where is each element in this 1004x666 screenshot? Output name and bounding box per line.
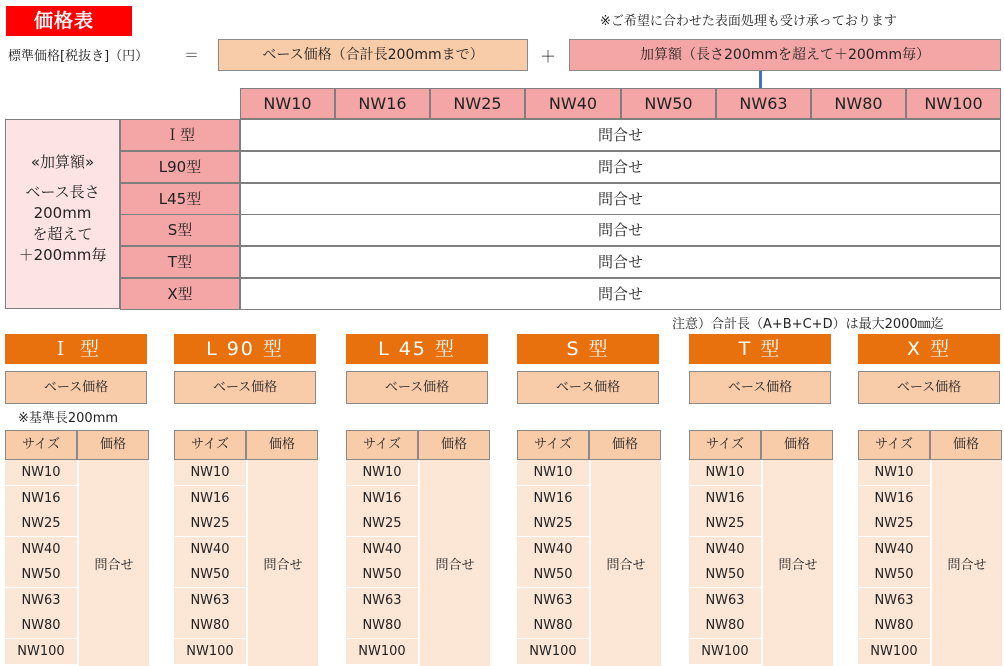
- size-cell: NW40: [5, 537, 77, 563]
- size-header-cell: NW25: [430, 88, 525, 119]
- type-label-cell: S型: [120, 214, 240, 246]
- block-title: T 型: [689, 334, 831, 364]
- size-cell: NW100: [517, 639, 589, 665]
- size-cell: NW63: [5, 588, 77, 614]
- size-cell: NW100: [858, 639, 930, 665]
- page-title: 価格表: [6, 6, 132, 36]
- addition-label-line: ベース長さ: [25, 183, 100, 201]
- addition-price-box: 加算額（長さ200mmを超えて＋200mm毎）: [569, 39, 1001, 71]
- price-cell: 問合せ: [589, 460, 661, 666]
- block-base-price: ベース価格: [5, 371, 147, 404]
- price-column-header: 価格: [761, 430, 833, 460]
- size-cell: NW10: [858, 460, 930, 486]
- type-label-cell: L90型: [120, 151, 240, 183]
- size-cell: NW100: [346, 639, 418, 665]
- price-cell: 問合せ: [246, 460, 318, 666]
- inquiry-cell: 問合せ: [240, 151, 1001, 183]
- size-cell: NW16: [517, 486, 589, 512]
- size-cell: NW16: [858, 486, 930, 512]
- price-column-header: 価格: [930, 430, 1002, 460]
- block-base-price: ベース価格: [174, 371, 316, 404]
- price-cell: 問合せ: [77, 460, 149, 666]
- block-title: L 90 型: [174, 334, 316, 364]
- equals-sign: ＝: [184, 46, 200, 64]
- connector-line: [759, 71, 762, 88]
- size-header-cell: NW100: [906, 88, 1001, 119]
- size-column-header: サイズ: [5, 430, 77, 460]
- size-cell: NW10: [174, 460, 246, 486]
- addition-label-line: を超えて: [32, 225, 93, 243]
- addition-label-line: 200mm: [33, 204, 92, 222]
- size-cell: NW40: [689, 537, 761, 563]
- addition-label-line: «加算額»: [30, 153, 95, 171]
- surface-treatment-note: ※ご希望に合わせた表面処理も受け承っております: [600, 14, 897, 29]
- size-cell: NW100: [174, 639, 246, 665]
- size-cell: NW10: [5, 460, 77, 486]
- size-cell: NW10: [517, 460, 589, 486]
- inquiry-cell: 問合せ: [240, 246, 1001, 278]
- block-base-price: ベース価格: [689, 371, 831, 404]
- size-cell: NW40: [174, 537, 246, 563]
- price-cell: 問合せ: [418, 460, 490, 666]
- size-cell: NW50: [858, 562, 930, 588]
- size-cell: NW80: [5, 613, 77, 639]
- block-title: L 45 型: [346, 334, 488, 364]
- size-header-cell: NW16: [335, 88, 430, 119]
- size-cell: NW100: [5, 639, 77, 665]
- type-label-cell: X型: [120, 278, 240, 310]
- size-cell: NW80: [517, 613, 589, 639]
- size-cell: NW50: [517, 562, 589, 588]
- size-cell: NW25: [858, 511, 930, 537]
- size-cell: NW63: [689, 588, 761, 614]
- price-column-header: 価格: [77, 430, 149, 460]
- size-column-header: サイズ: [346, 430, 418, 460]
- base-length-note: ※基準長200mm: [18, 411, 119, 426]
- size-column-header: サイズ: [689, 430, 761, 460]
- type-label-cell: L45型: [120, 183, 240, 215]
- size-cell: NW25: [346, 511, 418, 537]
- inquiry-cell: 問合せ: [240, 183, 1001, 215]
- size-cell: NW25: [689, 511, 761, 537]
- price-column-header: 価格: [589, 430, 661, 460]
- size-column-header: サイズ: [858, 430, 930, 460]
- block-base-price: ベース価格: [346, 371, 488, 404]
- size-cell: NW80: [858, 613, 930, 639]
- size-cell: NW80: [346, 613, 418, 639]
- inquiry-cell: 問合せ: [240, 214, 1001, 246]
- size-cell: NW10: [346, 460, 418, 486]
- size-cell: NW40: [346, 537, 418, 563]
- size-cell: NW16: [5, 486, 77, 512]
- price-cell: 問合せ: [930, 460, 1002, 666]
- size-cell: NW80: [689, 613, 761, 639]
- size-cell: NW80: [174, 613, 246, 639]
- addition-label-line: ＋200mm毎: [18, 246, 107, 264]
- addition-label: [5, 119, 120, 309]
- size-cell: NW63: [858, 588, 930, 614]
- price-cell: 問合せ: [761, 460, 833, 666]
- size-header-cell: NW50: [621, 88, 716, 119]
- block-base-price: ベース価格: [858, 371, 1000, 404]
- size-cell: NW25: [5, 511, 77, 537]
- size-cell: NW50: [5, 562, 77, 588]
- price-column-header: 価格: [418, 430, 490, 460]
- size-cell: NW63: [174, 588, 246, 614]
- size-column-header: サイズ: [517, 430, 589, 460]
- size-cell: NW25: [517, 511, 589, 537]
- size-cell: NW50: [174, 562, 246, 588]
- size-header-cell: NW40: [525, 88, 621, 119]
- size-cell: NW50: [346, 562, 418, 588]
- size-cell: NW10: [689, 460, 761, 486]
- price-column-header: 価格: [246, 430, 318, 460]
- base-price-box: ベース価格（合計長200mmまで）: [218, 39, 528, 71]
- size-cell: NW63: [517, 588, 589, 614]
- block-title: X 型: [858, 334, 1000, 364]
- inquiry-cell: 問合せ: [240, 119, 1001, 151]
- size-cell: NW40: [517, 537, 589, 563]
- size-cell: NW63: [346, 588, 418, 614]
- size-header-cell: NW80: [811, 88, 906, 119]
- block-title: Ｉ 型: [5, 334, 147, 364]
- size-cell: NW40: [858, 537, 930, 563]
- max-length-note: 注意）合計長（A+B+C+D）は最大2000㎜迄: [672, 317, 944, 332]
- size-column-header: サイズ: [174, 430, 246, 460]
- plus-sign: ＋: [540, 47, 557, 66]
- type-label-cell: Ｉ型: [120, 119, 240, 151]
- size-cell: NW16: [346, 486, 418, 512]
- formula-label: 標準価格[税抜き]（円）: [8, 49, 149, 64]
- block-base-price: ベース価格: [517, 371, 659, 404]
- size-header-cell: NW10: [240, 88, 335, 119]
- size-cell: NW50: [689, 562, 761, 588]
- type-label-cell: T型: [120, 246, 240, 278]
- size-cell: NW16: [689, 486, 761, 512]
- size-cell: NW16: [174, 486, 246, 512]
- size-cell: NW25: [174, 511, 246, 537]
- size-cell: NW100: [689, 639, 761, 665]
- block-title: S 型: [517, 334, 659, 364]
- inquiry-cell: 問合せ: [240, 278, 1001, 310]
- size-header-cell: NW63: [716, 88, 811, 119]
